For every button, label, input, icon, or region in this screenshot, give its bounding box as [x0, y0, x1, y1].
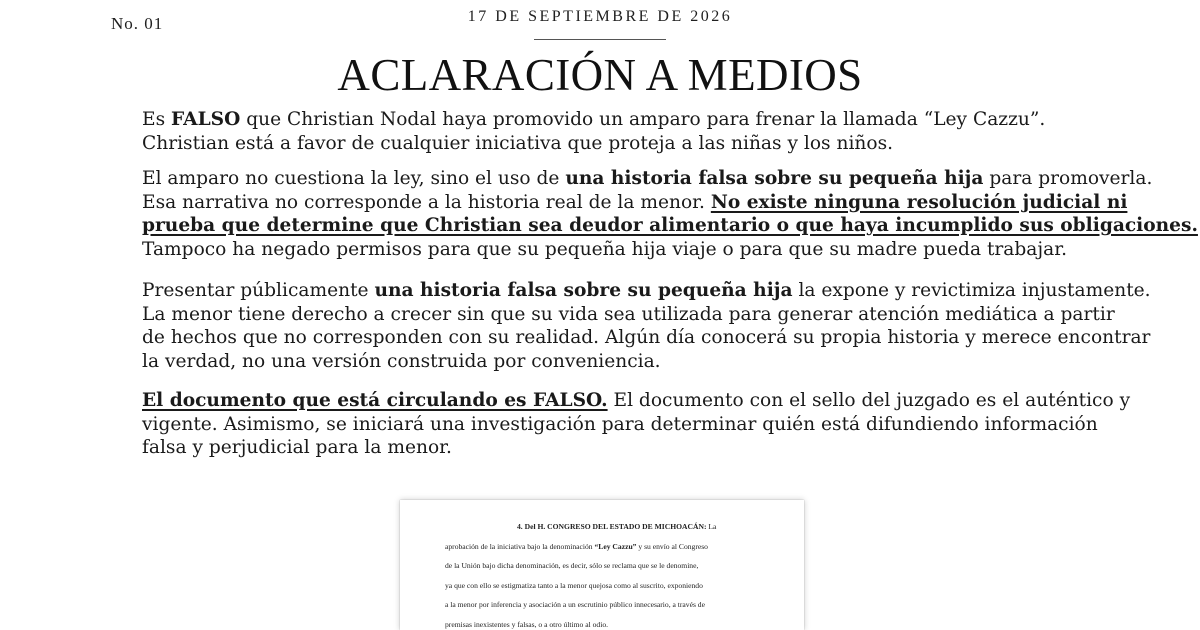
paragraph-1 — [142, 108, 1092, 155]
underlined-emphasis: No existe ninguna resolución judicial ni — [711, 192, 1128, 213]
paragraph-3-line-2: La menor tiene derecho a crecer sin que su vida sea utilizada para generar atención mediática a partir — [142, 303, 1092, 327]
excerpt-line-2 — [445, 537, 785, 557]
emphasis-historia-falsa: una historia falsa sobre su pequeña hija — [374, 280, 792, 301]
paragraph-3-line-3: de hechos que no corresponden con su realidad. Algún día conocerá su propia historia y merece encontrar — [142, 326, 1092, 350]
text-run: para promoverla. — [983, 168, 1152, 189]
excerpt-emphasis: “Ley Cazzu” — [595, 542, 637, 551]
paragraph-4 — [142, 389, 1092, 460]
text-run: y su envío al Congreso — [636, 542, 708, 551]
emphasis-historia-falsa: una historia falsa sobre su pequeña hija — [565, 168, 983, 189]
paragraph-2-line-4: Tampoco ha negado permisos para que su pequeña hija viaje o para que su madre pueda trabajar. — [142, 238, 1092, 262]
excerpt-line-4: ya que con ello se estigmatiza tanto a la menor quejosa como al suscrito, exponiendo — [445, 576, 785, 596]
release-date: 17 DE SEPTIEMBRE DE 2026 — [0, 8, 1200, 26]
text-run: Es — [142, 109, 171, 130]
text-run: la expone y revictimiza injustamente. — [793, 280, 1151, 301]
excerpt-line-5: a la menor por inferencia y asociación a un escrutinio público innecesario, a través de — [445, 595, 785, 615]
text-run: Presentar públicamente — [142, 280, 374, 301]
text-run: aprobación de la iniciativa bajo la denominación — [445, 542, 595, 551]
paragraph-2-line-1 — [142, 167, 1092, 191]
paragraph-2-line-3 — [142, 214, 1092, 238]
excerpt-text — [445, 517, 785, 630]
excerpt-line-6: premisas inexistentes y falsas, o a otro último al odio. — [445, 615, 785, 630]
paragraph-2-line-2 — [142, 191, 1092, 215]
excerpt-line-1 — [445, 517, 785, 537]
paragraph-2 — [142, 167, 1092, 261]
paragraph-1-line-1 — [142, 108, 1092, 132]
paragraph-3-line-4: la verdad, no una versión construida por conveniencia. — [142, 350, 1092, 374]
paragraph-4-line-1 — [142, 389, 1092, 413]
page-title: ACLARACIÓN A MEDIOS — [0, 49, 1200, 101]
paragraph-4-line-3: falsa y perjudicial para la menor. — [142, 436, 1092, 460]
excerpt-line-3: de la Unión bajo dicha denominación, es decir, sólo se reclama que se le denomine, — [445, 556, 785, 576]
underlined-emphasis: El documento que está circulando es FALSO. — [142, 390, 608, 411]
header-divider — [534, 39, 666, 40]
underlined-emphasis: prueba que determine que Christian sea deudor alimentario o que haya incumplido sus obligaciones. — [142, 215, 1198, 236]
text-run: La — [707, 522, 717, 531]
text-run: El amparo no cuestiona la ley, sino el uso de — [142, 168, 565, 189]
paragraph-3 — [142, 279, 1092, 373]
text-run: Esa narrativa no corresponde a la historia real de la menor. — [142, 192, 711, 213]
text-run: que Christian Nodal haya promovido un amparo para frenar la llamada “Ley Cazzu”. — [240, 109, 1045, 130]
excerpt-heading: 4. Del H. CONGRESO DEL ESTADO DE MICHOACÁN: — [517, 522, 707, 531]
text-run: El documento con el sello del juzgado es el auténtico y — [608, 390, 1130, 411]
statement-body — [142, 108, 1092, 472]
emphasis-falso: FALSO — [171, 109, 240, 130]
paragraph-4-line-2: vigente. Asimismo, se iniciará una investigación para determinar quién está difundiendo información — [142, 413, 1092, 437]
paragraph-3-line-1 — [142, 279, 1092, 303]
paragraph-1-line-2: Christian está a favor de cualquier iniciativa que proteja a las niñas y los niños. — [142, 132, 1092, 156]
issue-number: No. 01 — [111, 14, 163, 34]
